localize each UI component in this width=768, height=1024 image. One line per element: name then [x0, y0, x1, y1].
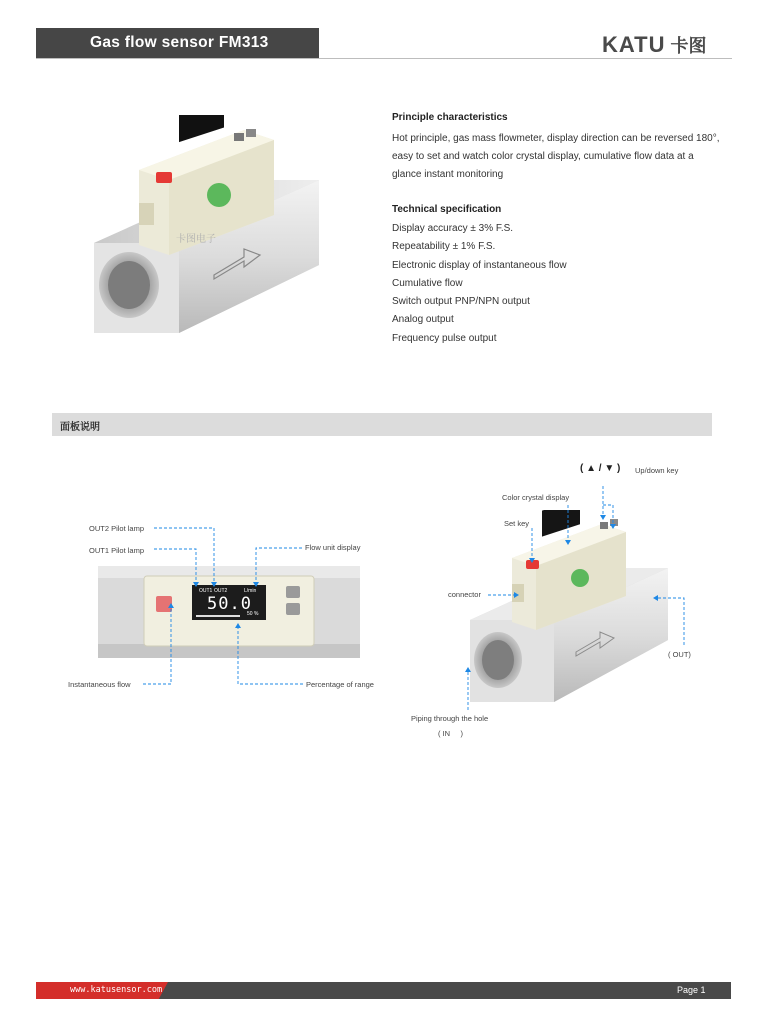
percent-readout: 50 %: [247, 611, 259, 617]
flow-value: 50.0: [207, 594, 252, 614]
label-percentage-of-range: Percentage of range: [306, 680, 374, 689]
panel-heading: 面板说明: [60, 422, 100, 433]
label-piping-through-hole: Piping through the hole: [411, 714, 489, 723]
spec-item: Frequency pulse output: [392, 332, 497, 344]
product-photo: [84, 115, 324, 340]
out1-tag: OUT1: [199, 588, 213, 594]
spec-list: [392, 220, 567, 348]
logo-text: KATU: [602, 32, 666, 57]
spec-item: Cumulative flow: [392, 277, 463, 289]
spec-item: Electronic display of instantaneous flow: [392, 259, 567, 271]
page-number: Page 1: [677, 985, 706, 995]
spec-item: Repeatability ± 1% F.S.: [392, 241, 496, 253]
spec-item: Switch output PNP/NPN output: [392, 296, 530, 308]
label-color-crystal-display: Color crystal display: [502, 493, 570, 502]
photo-watermark: 卡图电子: [176, 234, 216, 245]
label-in: ( IN ): [438, 729, 463, 738]
header-divider: [36, 58, 732, 59]
page-footer: [36, 982, 731, 999]
label-instantaneous-flow: Instantaneous flow: [68, 680, 131, 689]
updown-key-symbols: ( ▲ / ▼ ): [580, 463, 621, 474]
label-flow-unit-display: Flow unit display: [305, 543, 361, 552]
spec-item: Display accuracy ± 3% F.S.: [392, 223, 514, 234]
label-out2-pilot-lamp: OUT2 Pilot lamp: [89, 524, 145, 533]
principle-body: Hot principle, gas mass flowmeter, display direction can be reversed 180°, easy to set and watch color crystal display, cumulative flow data at a glance instant monitoring: [392, 133, 720, 180]
spec-item: Analog output: [392, 314, 454, 326]
out2-tag: OUT2: [214, 588, 228, 594]
brand-logo: [602, 33, 706, 57]
principle-heading: Principle characteristics: [392, 112, 508, 123]
technical-heading: Technical specification: [392, 204, 502, 215]
panel-section-bar: [52, 413, 712, 436]
footer-website-link[interactable]: www.katusensor.com: [70, 985, 163, 995]
label-out: ( OUT): [668, 650, 691, 659]
label-out1-pilot-lamp: OUT1 Pilot lamp: [89, 546, 145, 555]
page-title: Gas flow sensor FM313: [90, 34, 269, 51]
isometric-product-diagram: [464, 510, 680, 722]
unit-tag: L/min: [244, 588, 257, 594]
logo-cjk-text: 卡图: [670, 36, 707, 57]
label-updown-key: Up/down key: [635, 466, 679, 475]
title-bar: [36, 28, 319, 59]
label-set-key: Set key: [504, 519, 530, 528]
label-connector: connector: [448, 590, 481, 599]
